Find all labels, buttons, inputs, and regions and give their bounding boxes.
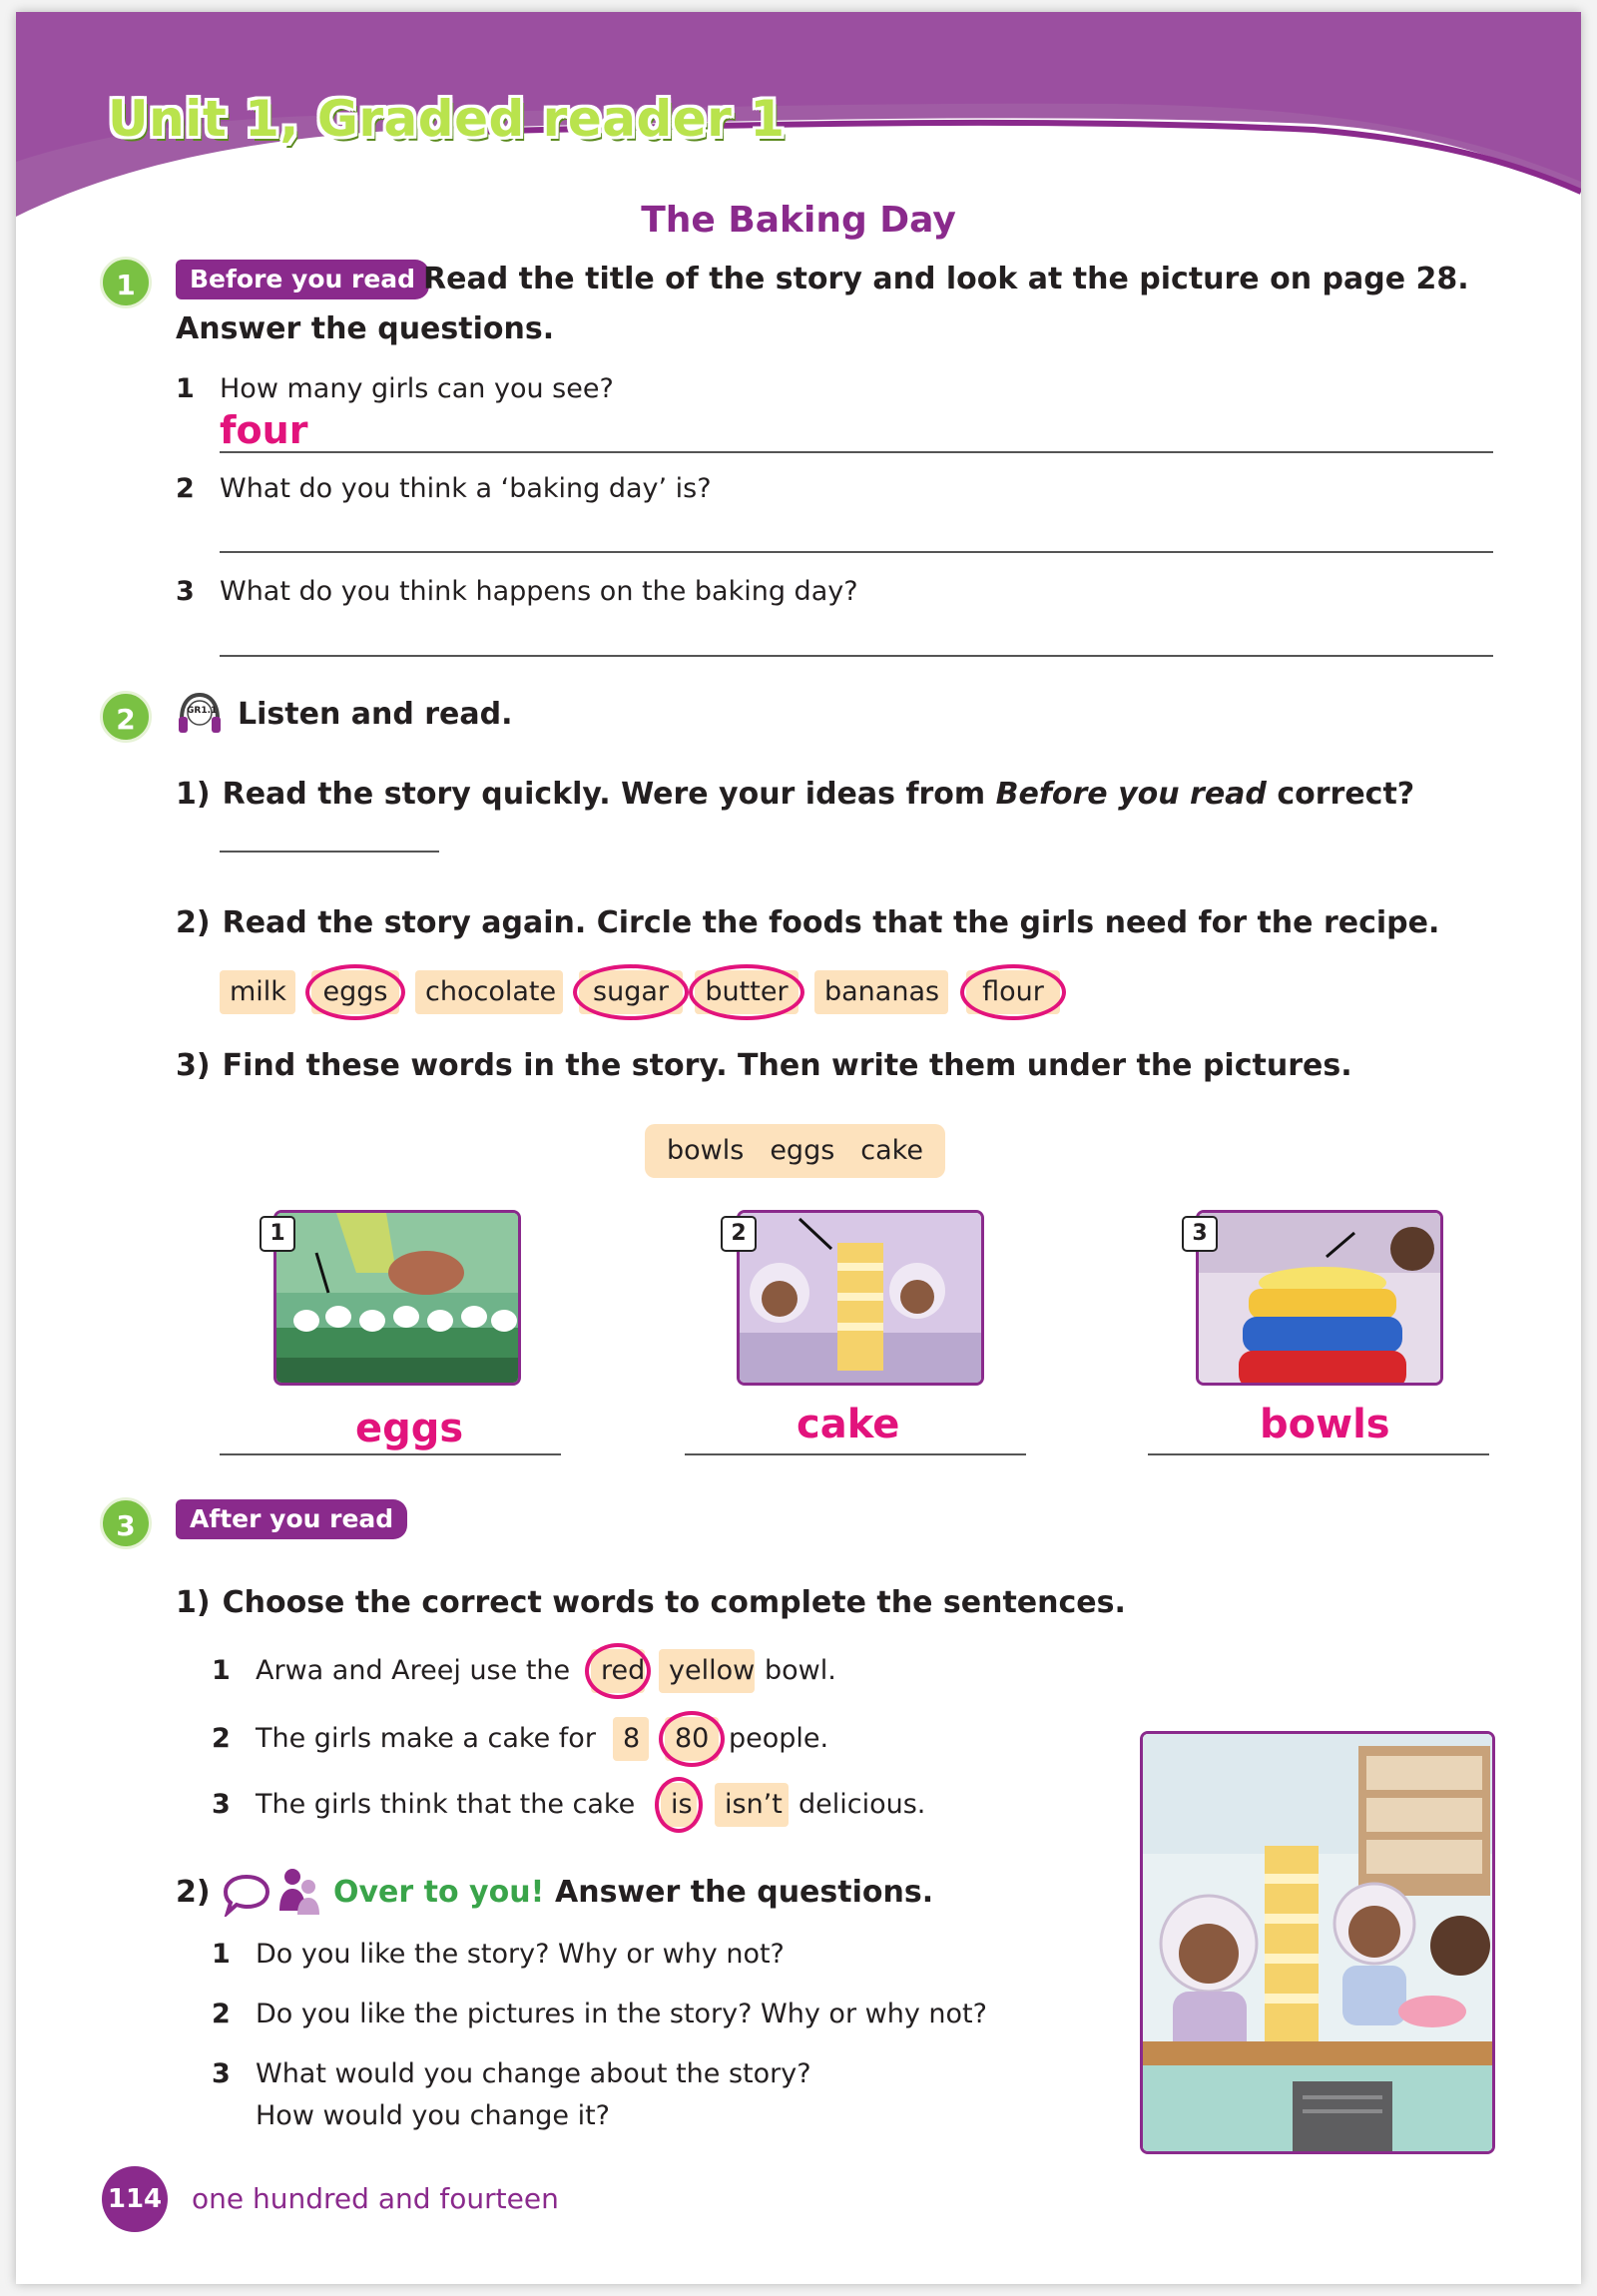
word-box bbox=[645, 1124, 945, 1178]
discussion-question-2: 2 Do you like the pictures in the story? Why or why not? bbox=[212, 1999, 987, 2029]
food-chocolate[interactable]: chocolate bbox=[415, 970, 563, 1014]
sentence-1: 1 Arwa and Areej use the bbox=[212, 1655, 571, 1686]
discussion-question-3: 3 What would you change about the story? bbox=[212, 2058, 811, 2089]
sentence-2-end: people. bbox=[729, 1723, 829, 1754]
word-bowls: bowls bbox=[667, 1135, 745, 1166]
question-1: 1 How many girls can you see? bbox=[176, 373, 614, 404]
option-80[interactable]: 80 bbox=[665, 1717, 719, 1761]
food-eggs[interactable]: eggs bbox=[311, 970, 399, 1014]
option-yellow[interactable]: yellow bbox=[659, 1649, 755, 1693]
picture-bowls bbox=[1196, 1210, 1443, 1386]
answer-line-picture-3[interactable] bbox=[1148, 1453, 1489, 1455]
picture-3-number: 3 bbox=[1182, 1216, 1218, 1252]
picture-1-number: 1 bbox=[260, 1216, 295, 1252]
page-number: 114 bbox=[102, 2166, 168, 2232]
exercise-3-part-2-label: 2) bbox=[176, 1875, 211, 1910]
word-cake: cake bbox=[860, 1135, 923, 1166]
option-8[interactable]: 8 bbox=[613, 1717, 649, 1761]
food-sugar[interactable]: sugar bbox=[579, 970, 683, 1014]
answer-line-part-1[interactable] bbox=[220, 851, 439, 853]
workbook-page bbox=[16, 12, 1581, 2284]
discussion-question-3-line2: How would you change it? bbox=[256, 2100, 610, 2131]
exercise-2-part-1: 1) Read the story quickly. Were your ideas from Before you read correct? bbox=[176, 777, 1415, 812]
exercise-2-part-2: 2) Read the story again. Circle the foods that the girls need for the recipe. bbox=[176, 905, 1440, 940]
exercise-3-part-1: 1) Choose the correct words to complete the sentences. bbox=[176, 1585, 1126, 1620]
question-3: 3 What do you think happens on the baking day? bbox=[176, 576, 858, 607]
answer-cake: cake bbox=[797, 1402, 900, 1447]
exercise-2-instruction: Listen and read. bbox=[238, 697, 513, 732]
answer-bowls: bowls bbox=[1260, 1402, 1390, 1447]
exercise-1-instruction: Read the title of the story and look at the picture on page 28. bbox=[423, 262, 1469, 296]
answer-line-2[interactable] bbox=[220, 551, 1493, 553]
story-title: The Baking Day bbox=[641, 200, 956, 241]
question-2: 2 What do you think a ‘baking day’ is? bbox=[176, 473, 712, 504]
exercise-3-part-2-instruction: Answer the questions. bbox=[555, 1875, 934, 1910]
sentence-1-end: bowl. bbox=[765, 1655, 836, 1686]
exercise-2-number: 2 bbox=[100, 691, 152, 743]
exercise-3-number: 3 bbox=[100, 1497, 152, 1549]
word-eggs: eggs bbox=[770, 1135, 835, 1166]
kitchen-illustration bbox=[1140, 1731, 1495, 2154]
over-to-you-label: Over to you! bbox=[333, 1875, 545, 1910]
speech-bubble-icon bbox=[222, 1873, 271, 1917]
food-milk[interactable]: milk bbox=[220, 970, 295, 1014]
before-you-read-tag: Before you read bbox=[176, 260, 429, 299]
exercise-1-instruction-line2: Answer the questions. bbox=[176, 311, 555, 346]
headphones-icon[interactable] bbox=[174, 689, 226, 741]
exercise-2-part-3: 3) Find these words in the story. Then write them under the pictures. bbox=[176, 1048, 1352, 1083]
exercise-1-number: 1 bbox=[100, 257, 152, 308]
food-bananas[interactable]: bananas bbox=[814, 970, 948, 1014]
food-flour[interactable]: flour bbox=[966, 970, 1060, 1014]
sentence-2: 2 The girls make a cake for bbox=[212, 1723, 596, 1754]
page-number-words: one hundred and fourteen bbox=[192, 2182, 559, 2215]
picture-cake bbox=[737, 1210, 984, 1386]
option-isnt[interactable]: isn’t bbox=[715, 1783, 789, 1827]
discussion-question-1: 1 Do you like the story? Why or why not? bbox=[212, 1939, 785, 1970]
answer-line-3[interactable] bbox=[220, 655, 1493, 657]
audio-track-label: GR1.1 bbox=[187, 706, 218, 716]
pair-work-icon bbox=[277, 1867, 321, 1917]
option-red[interactable]: red bbox=[591, 1649, 645, 1693]
sentence-3-end: delicious. bbox=[798, 1789, 926, 1820]
picture-eggs bbox=[273, 1210, 521, 1386]
after-you-read-tag: After you read bbox=[176, 1499, 407, 1539]
answer-four: four bbox=[220, 408, 308, 452]
answer-eggs: eggs bbox=[355, 1406, 464, 1451]
picture-2-number: 2 bbox=[721, 1216, 757, 1252]
unit-title: Unit 1, Graded reader 1 bbox=[108, 90, 786, 148]
option-is[interactable]: is bbox=[661, 1783, 697, 1827]
sentence-3: 3 The girls think that the cake bbox=[212, 1789, 636, 1820]
answer-line-1[interactable] bbox=[220, 451, 1493, 453]
food-butter[interactable]: butter bbox=[695, 970, 798, 1014]
answer-line-picture-2[interactable] bbox=[685, 1453, 1026, 1455]
answer-line-picture-1[interactable] bbox=[220, 1453, 561, 1455]
